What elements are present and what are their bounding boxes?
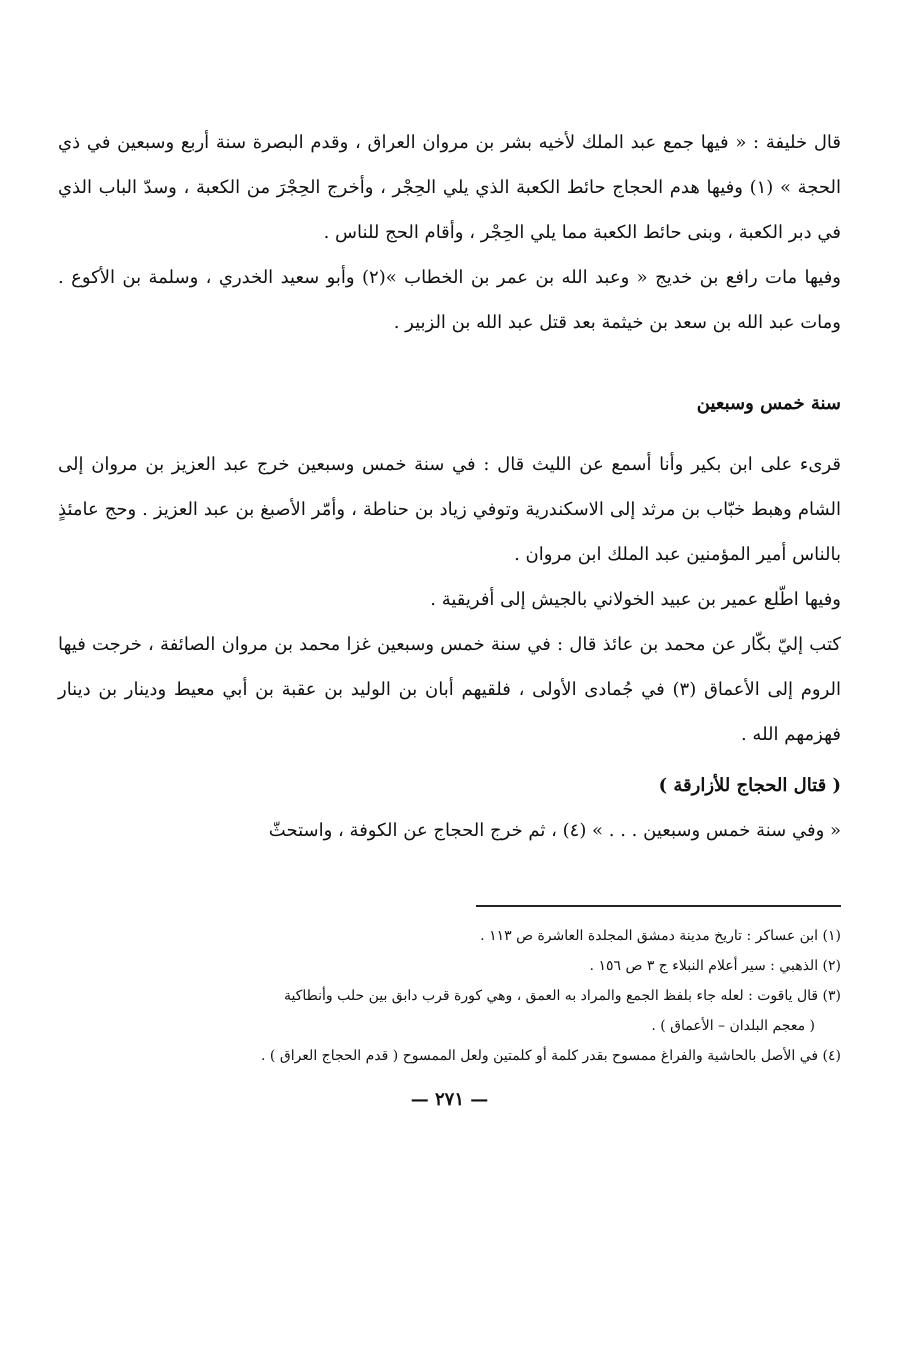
paragraph-deaths: وفيها مات رافع بن خديج « وعبد الله بن عمر بن الخطاب »(٢) وأبو سعيد الخدري ، وسلمة بن الأكوع . ومات عبد الله بن سعد بن خيثمة بعد قتل عبد الله بن الزبير .	[58, 267, 842, 333]
footnote-2: (٢) الذهبي : سير أعلام النبلاء ج ٣ ص ١٥٦ .	[589, 958, 841, 974]
footnote-4: (٤) في الأصل بالحاشية والفراغ ممسوح بقدر كلمة أو كلمتين ولعل الممسوح ( قدم الحجاج العراق ) .	[261, 1048, 841, 1064]
main-text	[58, 120, 841, 853]
paragraph-hajjaj: « وفي سنة خمس وسبعين . . . » (٤) ، ثم خرج الحجاج عن الكوفة ، واستحثّ	[268, 820, 841, 841]
footnote-3-continuation: ( معجم البلدان – الأعماق ) .	[651, 1018, 815, 1034]
paragraph-bakkar: كتب إليّ بكّار عن محمد بن عائذ قال : في سنة خمس وسبعين غزا محمد بن مروان الصائفة ، خرجت فيها الروم إلى الأعماق (٣) في جُمادى الأولى ، فلقيهم أبان بن الوليد بن عقبة بن أبي معيط ودينار بن دينار فهزمهم الله .	[58, 634, 842, 745]
footnote-1: (١) ابن عساكر : تاريخ مدينة دمشق المجلدة العاشرة ص ١١٣ .	[480, 928, 841, 944]
section-heading: سنة خمس وسبعين	[696, 393, 841, 414]
paragraph-ibn-bukair: قرىء على ابن بكير وأنا أسمع عن الليث قال : في سنة خمس وسبعين خرج عبد العزيز بن مروان إلى الشام وهبط خبّاب بن مرثد إلى الاسكندرية وتوفي زياد بن حناطة ، وأمّر الأصبغ بن عبد العزيز . وحج عامئذٍ بالناس أمير المؤمنين عبد الملك ابن مروان .	[58, 454, 841, 565]
page-number: — ٢٧١ —	[410, 1089, 489, 1110]
paragraph-umair: وفيها اطّلع عمير بن عبيد الخولاني بالجيش إلى أفريقية .	[430, 589, 841, 610]
footnote-divider	[476, 905, 841, 907]
subsection-heading: ( قتال الحجاج للأزارقة )	[658, 775, 841, 796]
footnote-3: (٣) قال ياقوت : لعله جاء بلفظ الجمع والمراد به العمق ، وهي كورة قرب دابق بين حلب وأنطاكية	[283, 988, 841, 1004]
paragraph-khalifa: قال خليفة : « فيها جمع عبد الملك لأخيه بشر بن مروان العراق ، وقدم البصرة سنة أربع وسبعين في ذي الحجة » (١) وفيها هدم الحجاج حائط الكعبة الذي يلي الحِجْر ، وأخرج الحِجْرَ من الكعبة ، وسدّ الباب الذي في دبر الكعبة ، وبنى حائط الكعبة مما يلي الحِجْر ، وأقام الحج للناس .	[58, 132, 841, 243]
footnotes	[58, 921, 841, 1071]
